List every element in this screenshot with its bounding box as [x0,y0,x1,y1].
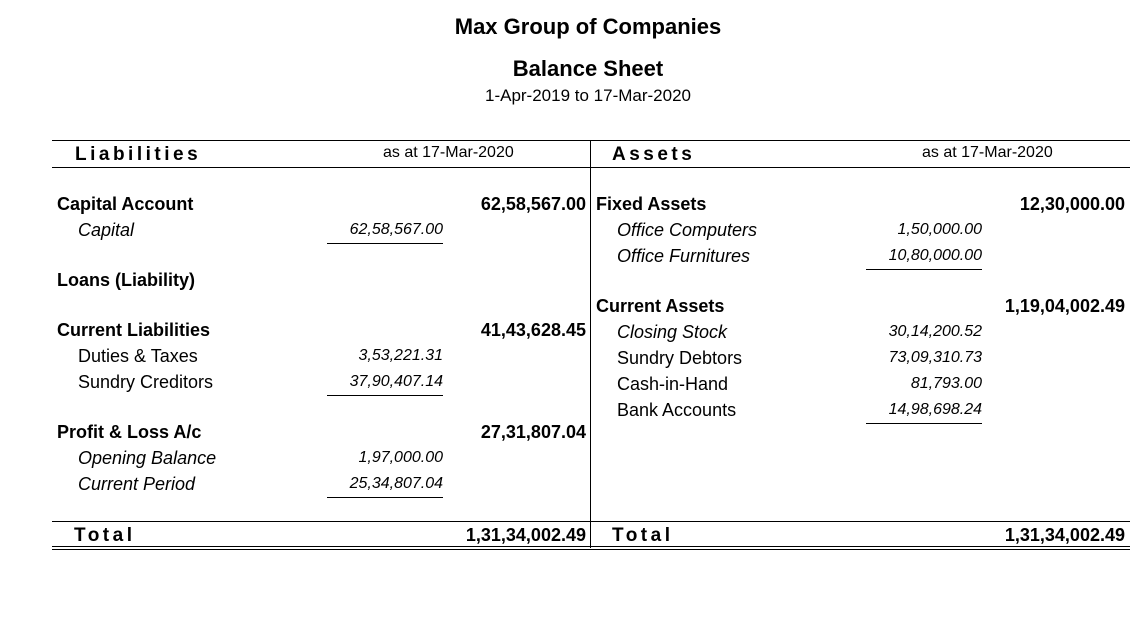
total-bottom-rule-2 [52,549,1130,550]
total-bottom-rule-1 [52,546,1130,547]
liability-group-total: 27,31,807.04 [480,422,586,442]
ledger-amount: 62,58,567.00 [349,221,443,238]
ledger-sundry-debtors[interactable]: Sundry Debtors [617,348,743,368]
liabilities-total-label: Total [74,525,136,546]
ledger-opening-balance[interactable]: Opening Balance [78,448,217,468]
assets-date-header: as at 17-Mar-2020 [922,144,1053,161]
ledger-amount: 14,98,698.24 [888,401,982,418]
ledger-amount: 10,80,000.00 [888,247,982,264]
ledger-amount: 30,14,200.52 [888,323,982,340]
liabilities-header: Liabilities [75,144,202,165]
liabilities-total-amount: 1,31,34,002.49 [465,525,586,545]
liability-group-capital-account[interactable]: Capital Account [57,194,194,214]
ledger-office-furnitures[interactable]: Office Furnitures [617,246,751,266]
ledger-amount: 3,53,221.31 [358,347,443,364]
total-top-rule [52,521,1130,522]
asset-group-total: 12,30,000.00 [1019,194,1125,214]
ledger-bank-accounts[interactable]: Bank Accounts [617,400,737,420]
assets-total-label: Total [612,525,674,546]
ledger-amount: 25,34,807.04 [349,475,443,492]
asset-group-current-assets[interactable]: Current Assets [596,296,725,316]
subtotal-underline [327,497,443,498]
header-bottom-rule [52,167,1130,168]
ledger-current-period[interactable]: Current Period [78,474,196,494]
liability-group-profit-loss[interactable]: Profit & Loss A/c [57,422,202,442]
ledger-duties-taxes[interactable]: Duties & Taxes [78,346,198,366]
report-period: 1-Apr-2019 to 17-Mar-2020 [484,86,691,105]
assets-total-amount: 1,31,34,002.49 [1004,525,1125,545]
table-top-rule [52,140,1130,141]
ledger-office-computers[interactable]: Office Computers [617,220,758,240]
ledger-cash-in-hand[interactable]: Cash-in-Hand [617,374,729,394]
subtotal-underline [327,243,443,244]
ledger-amount: 1,50,000.00 [897,221,982,238]
subtotal-underline [327,395,443,396]
liability-group-total: 62,58,567.00 [480,194,586,214]
ledger-amount: 1,97,000.00 [358,449,443,466]
liability-group-total: 41,43,628.45 [480,320,586,340]
ledger-amount: 73,09,310.73 [888,349,982,366]
ledger-amount: 37,90,407.14 [349,373,443,390]
ledger-closing-stock[interactable]: Closing Stock [617,322,728,342]
asset-group-total: 1,19,04,002.49 [1004,296,1125,316]
subtotal-underline [866,423,982,424]
column-divider [590,140,591,548]
liabilities-date-header: as at 17-Mar-2020 [383,144,514,161]
liability-group-loans[interactable]: Loans (Liability) [57,270,196,290]
ledger-amount: 81,793.00 [910,375,982,392]
ledger-capital[interactable]: Capital [78,220,135,240]
asset-group-fixed-assets[interactable]: Fixed Assets [596,194,707,214]
subtotal-underline [866,269,982,270]
company-name: Max Group of Companies [454,14,722,39]
assets-header: Assets [612,144,696,165]
liability-group-current-liabilities[interactable]: Current Liabilities [57,320,211,340]
report-title: Balance Sheet [512,56,664,81]
ledger-sundry-creditors[interactable]: Sundry Creditors [78,372,214,392]
